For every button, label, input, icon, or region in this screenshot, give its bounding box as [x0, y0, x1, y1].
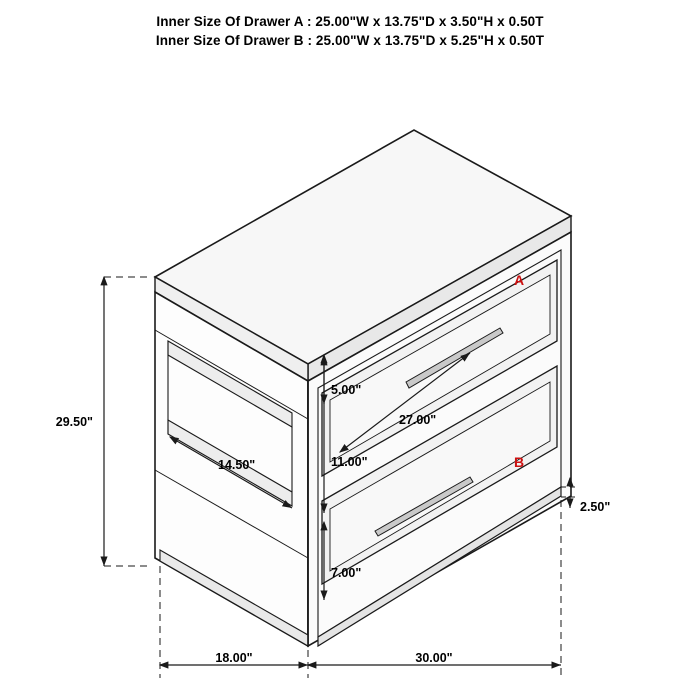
dimension-front-width-label: 27.00" — [399, 413, 437, 427]
drawer-b-label: B — [514, 454, 525, 470]
dimension-upper-opening-label: 5.00" — [331, 383, 362, 397]
dimension-side-depth-label: 14.50" — [218, 458, 256, 472]
cabinet-body — [155, 130, 571, 646]
spec-header-line-2: Inner Size Of Drawer B : 25.00"W x 13.75"D x 5.25"H x 0.50T — [155, 33, 545, 48]
dimension-total-height — [56, 277, 150, 566]
drawer-a-label: A — [514, 272, 525, 288]
dimension-middle-opening-label: 11.00" — [331, 455, 368, 469]
dimension-bottom-depth-label: 18.00" — [215, 651, 253, 665]
dimension-bottom-depth — [160, 651, 308, 665]
dimension-total-height-label: 29.50" — [55, 415, 93, 429]
dimension-lower-opening-label: 7.00" — [331, 566, 362, 580]
dimension-bottom-width — [308, 651, 561, 665]
dimension-bottom-width-label: 30.00" — [415, 651, 453, 665]
spec-header-line-1: Inner Size Of Drawer A : 25.00"W x 13.75"D x 3.50"H x 0.50T — [156, 14, 544, 29]
dimension-base-height-label: 2.50" — [580, 500, 611, 514]
